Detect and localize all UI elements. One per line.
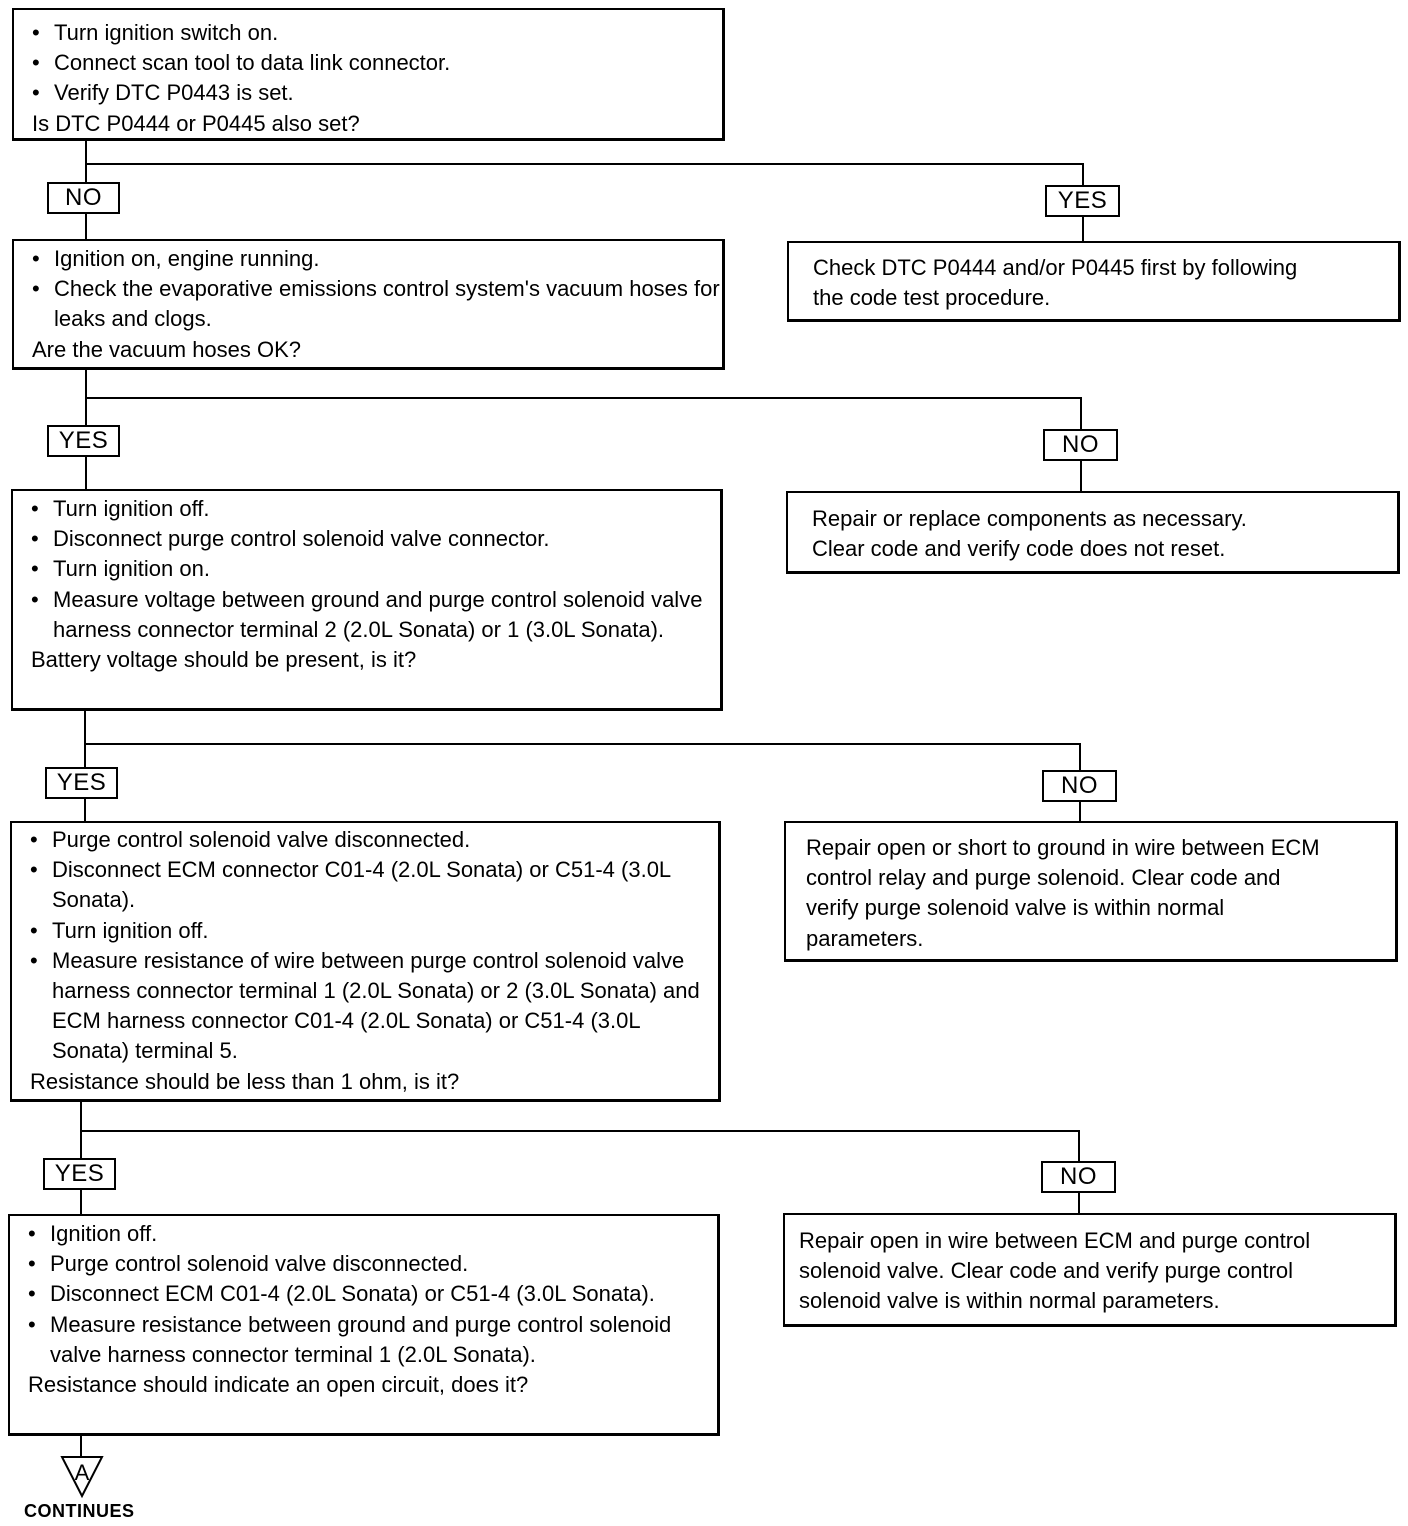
step-4-bullet-3: • Turn ignition off.	[12, 916, 718, 946]
step-1-yes-result-box	[787, 241, 1401, 322]
result-line: Repair or replace components as necessary.	[812, 506, 1247, 531]
step-5-box	[8, 1214, 720, 1436]
step-2-question: Are the vacuum hoses OK?	[32, 336, 302, 362]
step-2-yes-label: YES	[47, 425, 120, 457]
connector-line	[80, 1130, 1080, 1132]
step-3-no-label: NO	[1042, 770, 1117, 802]
step-2-bullets	[14, 244, 722, 335]
step-4-no-result-box	[783, 1213, 1397, 1327]
result-line: solenoid valve is within normal parameters.	[799, 1288, 1220, 1314]
step-1-no-label: NO	[47, 182, 120, 214]
step-3-bullet-2: • Disconnect purge control solenoid valve connector.	[13, 524, 720, 554]
connector-line	[1079, 801, 1081, 822]
step-1-bullet-3: • Verify DTC P0443 is set.	[14, 78, 722, 108]
step-1-bullet-2: • Connect scan tool to data link connector.	[14, 48, 722, 78]
result-line: Clear code and verify code does not reset.	[812, 536, 1226, 562]
connector-line	[85, 163, 1084, 165]
step-2-no-result-box	[786, 491, 1400, 574]
step-2-bullet-1: • Ignition on, engine running.	[14, 244, 722, 274]
connector-line	[1080, 460, 1082, 492]
connector-line	[1082, 163, 1084, 185]
connector-line	[1082, 216, 1084, 242]
step-4-bullet-2: • Disconnect ECM connector C01-4 (2.0L Sonata) or C51-4 (3.0L Sonata).	[12, 855, 718, 915]
connector-line	[1079, 743, 1081, 770]
step-3-bullet-3: • Turn ignition on.	[13, 554, 720, 584]
step-3-question: Battery voltage should be present, is it?	[31, 647, 417, 673]
connector-letter: A	[74, 1460, 90, 1485]
step-5-question: Resistance should indicate an open circuit, does it?	[28, 1372, 529, 1398]
step-3-no-result-box	[784, 821, 1398, 962]
result-line: parameters.	[806, 925, 924, 951]
continues-label: CONTINUES	[24, 1501, 135, 1521]
step-3-bullet-1: • Turn ignition off.	[13, 494, 720, 524]
step-5-bullets	[10, 1219, 717, 1370]
result-line: Check DTC P0444 and/or P0445 first by following	[813, 255, 1298, 280]
result-line: control relay and purge solenoid. Clear code and	[806, 865, 1281, 891]
step-3-box	[11, 489, 723, 711]
step-3-bullet-4: • Measure voltage between ground and purge control solenoid valve harness connector terminal 2 (2.0L Sonata) or 1 (3.0L Sonata).	[13, 585, 720, 645]
connector-line	[84, 743, 1081, 745]
result-line: solenoid valve. Clear code and verify purge control	[799, 1258, 1294, 1284]
connector-line	[80, 1189, 82, 1215]
step-4-question: Resistance should be less than 1 ohm, is it?	[30, 1068, 460, 1094]
step-4-bullets	[12, 825, 718, 1067]
connector-line	[1080, 397, 1082, 429]
connector-line	[84, 798, 86, 823]
result-line: verify purge solenoid valve is within normal	[806, 895, 1225, 921]
connector-line	[85, 213, 87, 240]
connector-line	[1078, 1192, 1080, 1214]
step-5-bullet-3: • Disconnect ECM C01-4 (2.0L Sonata) or C51-4 (3.0L Sonata).	[10, 1279, 717, 1309]
step-4-box	[10, 821, 721, 1102]
result-line: Repair open in wire between ECM and purge control	[799, 1228, 1311, 1253]
continuation-triangle-icon	[60, 1455, 104, 1499]
result-line: the code test procedure.	[813, 285, 1051, 311]
step-1-yes-label: YES	[1045, 185, 1120, 217]
step-5-bullet-2: • Purge control solenoid valve disconnected.	[10, 1249, 717, 1279]
step-3-yes-label: YES	[45, 767, 118, 799]
step-4-yes-label: YES	[43, 1158, 116, 1190]
step-4-bullet-1: • Purge control solenoid valve disconnected.	[12, 825, 718, 855]
connector-line	[80, 1435, 82, 1457]
step-1-bullet-1: • Turn ignition switch on.	[14, 18, 722, 48]
step-5-bullet-1: • Ignition off.	[10, 1219, 717, 1249]
result-line: Repair open or short to ground in wire between ECM	[806, 835, 1320, 860]
step-1-question: Is DTC P0444 or P0445 also set?	[32, 110, 360, 136]
connector-line	[1078, 1130, 1080, 1161]
step-3-bullets	[13, 494, 720, 645]
step-1-bullets	[14, 18, 722, 109]
step-2-box	[12, 239, 725, 370]
step-4-no-label: NO	[1041, 1161, 1116, 1193]
connector-line	[85, 140, 87, 182]
step-2-bullet-2: • Check the evaporative emissions control system's vacuum hoses for leaks and clogs.	[14, 274, 722, 334]
connector-line	[85, 456, 87, 490]
step-2-no-label: NO	[1043, 429, 1118, 461]
connector-line	[84, 710, 86, 768]
connector-line	[85, 397, 1082, 399]
step-1-box	[12, 8, 725, 141]
step-4-bullet-4: • Measure resistance of wire between purge control solenoid valve harness connector terminal 1 (2.0L Sonata) or 2 (3.0L Sonata) and ECM harness connector C01-4 (2.0L Sonata) or C51-4 (3.0L Sonata) terminal 5.	[12, 946, 718, 1067]
step-5-bullet-4: • Measure resistance between ground and purge control solenoid valve harness connector terminal 1 (2.0L Sonata).	[10, 1310, 717, 1370]
